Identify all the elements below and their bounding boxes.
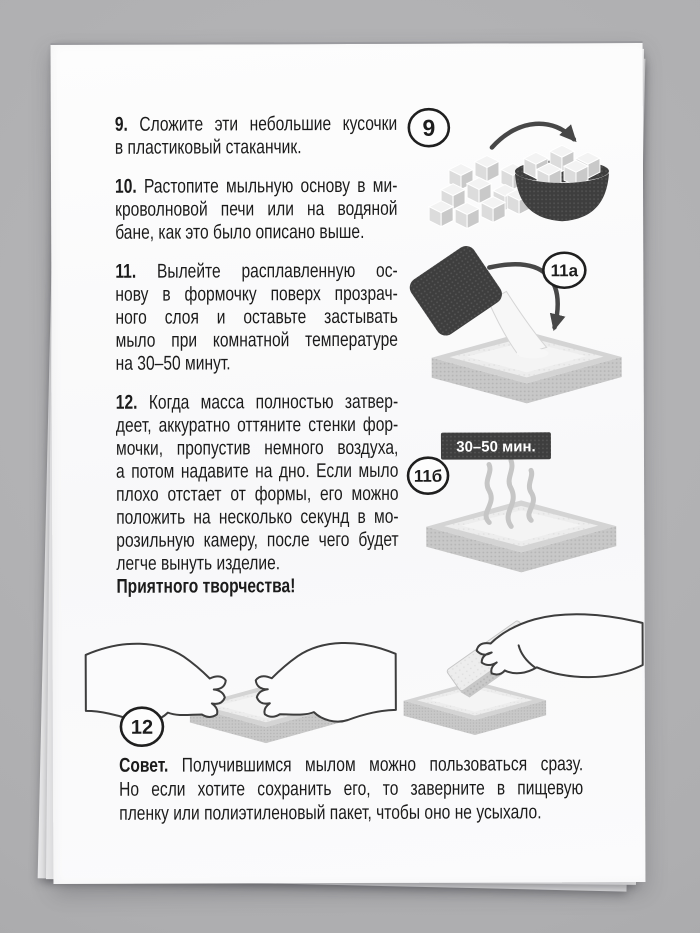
step-line: бане, как это было описано выше. [115, 220, 365, 244]
step-number: 12. [115, 391, 138, 414]
left-hand-illustration [86, 643, 226, 722]
step-number: 10. [114, 175, 137, 198]
step-line: в пластиковый стаканчик. [114, 136, 302, 159]
svg-text:12: 12 [130, 716, 154, 739]
step-line [115, 175, 397, 199]
step-line: мочки, пропустив немного воздуха, [115, 436, 399, 460]
step-text: Вылейте расплавленную ос- [156, 259, 398, 283]
instruction-sheet [51, 41, 646, 884]
steps-column [115, 113, 399, 599]
step-line [116, 391, 398, 415]
step-line: кроволновой печи или на водяной [115, 197, 398, 221]
step-text: Растопите мыльную основу в ми- [143, 174, 398, 198]
step-11-paragraph [115, 260, 398, 376]
step-line: ного слоя и оставьте застывать [115, 305, 398, 329]
tip-line: пленку или полиэтиленовый пакет, чтобы оно не усыхало. [119, 801, 542, 825]
tip-line: Но если хотите сохранить его, то заверните в пищевую [119, 777, 584, 801]
step11b-figure [405, 426, 641, 577]
step11b-badge [408, 458, 448, 494]
mold-tray-illustration [426, 500, 616, 573]
svg-text:11а: 11а [550, 261, 579, 281]
step-line: легче вынуть изделие. [116, 552, 281, 575]
step-line: положить на несколько секунд в мо- [116, 505, 399, 529]
svg-text:30–50 мин.: 30–50 мин. [456, 438, 536, 456]
step-number: 9. [114, 113, 128, 136]
tip-line [119, 752, 583, 778]
step-line [115, 260, 397, 284]
step-line: мыло при комнатной температуре [115, 328, 398, 352]
right-hand-illustration [256, 643, 396, 722]
soap-cubes-illustration [429, 155, 531, 228]
step-line: а потом надавите на дно. Если мыло [115, 459, 399, 483]
arrow-icon [492, 124, 574, 148]
svg-text:9: 9 [422, 114, 436, 141]
step11a-figure [404, 251, 645, 397]
hand-illustration [477, 614, 643, 678]
step-line: плохо отстает от формы, его можно [116, 482, 399, 506]
svg-text:11б: 11б [413, 466, 443, 486]
pour-cup-illustration [406, 242, 506, 339]
step12-badge [121, 708, 163, 746]
hands-stretching-illustration [86, 614, 396, 755]
step9-figure [404, 101, 639, 237]
step9-badge [409, 109, 449, 146]
tip-paragraph [119, 752, 583, 826]
tip-label: Совет. [119, 754, 169, 777]
tip-text: Получившимся мылом можно пользоваться сразу. [181, 753, 584, 777]
step-line: на 30–50 минут. [115, 352, 231, 375]
hand-removing-soap-illustration [393, 605, 643, 746]
step-line: нову в формочку поверх прозрач- [115, 282, 398, 306]
step-line: деет, аккуратно оттяните стенки фор- [115, 413, 399, 437]
timer-badge [441, 432, 551, 459]
step-text: Сложите эти небольшие кусочки [139, 112, 398, 136]
step-number: 11. [115, 260, 137, 283]
step-line: розильную камеру, после чего будет [116, 528, 399, 552]
closing-line: Приятного творчества! [116, 575, 296, 598]
step11a-badge [543, 253, 585, 288]
step-9-paragraph [115, 113, 398, 160]
step-12-paragraph [116, 391, 399, 576]
step-text: Когда масса полностью затвер- [148, 390, 399, 414]
step-line [115, 113, 397, 137]
step-10-paragraph [115, 175, 398, 245]
